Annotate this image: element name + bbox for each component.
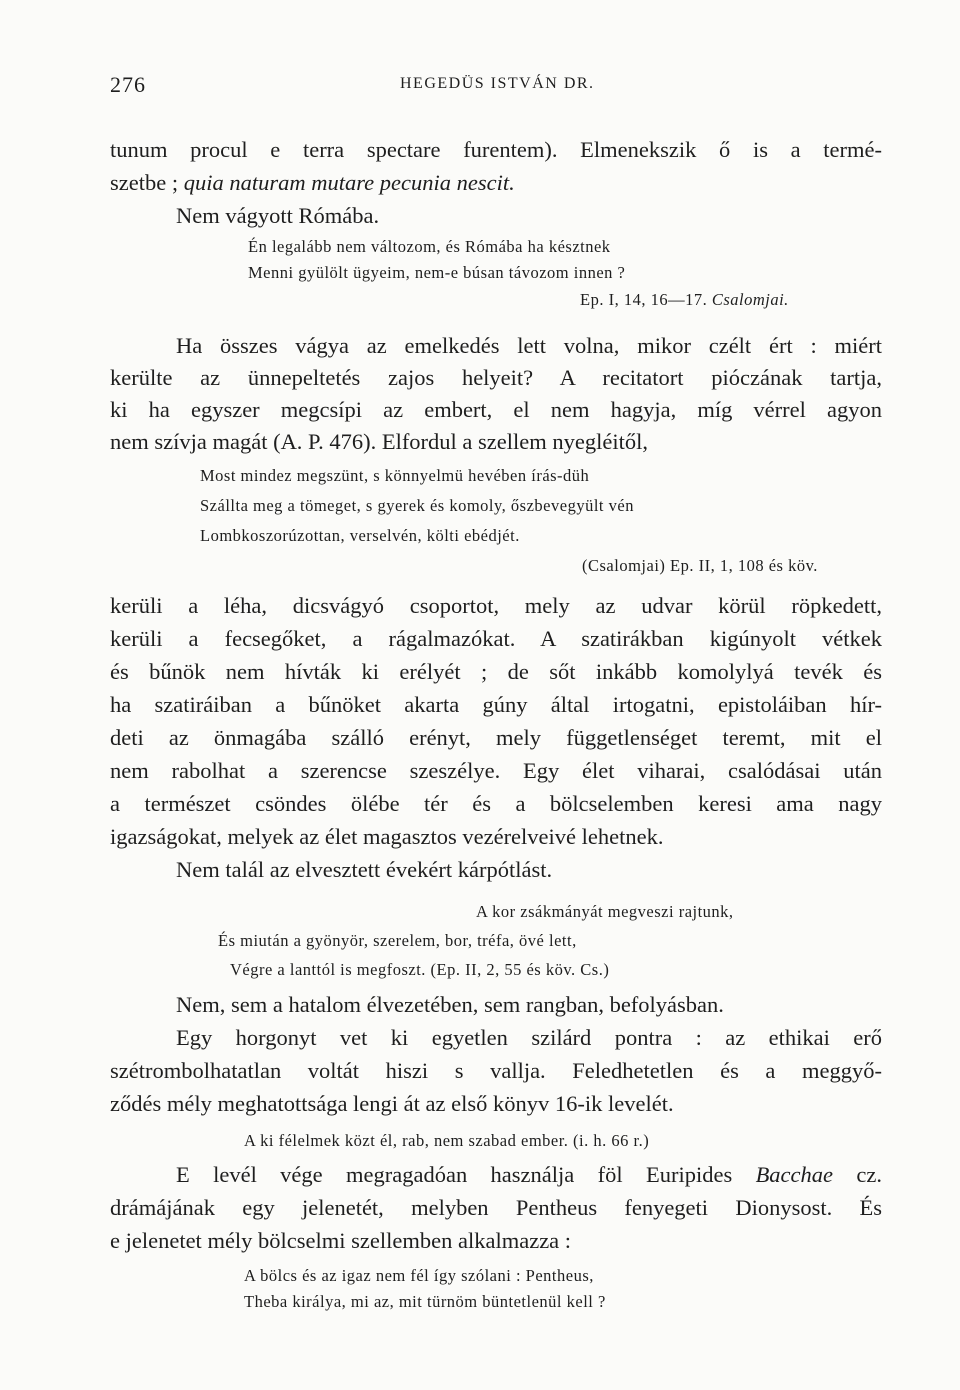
text-line: kerüli a léha, dicsvágyó csoportot, mely az udvar körül röpkedett, — [110, 593, 882, 618]
verse-line: Én legalább nem változom, és Rómába ha késztnek — [248, 237, 611, 256]
text-line: deti az önmagába szálló erényt, mely függetlenséget teremt, mit el — [110, 725, 882, 750]
verse-line: A kor zsákmányát megveszi rajtunk, — [476, 902, 734, 921]
text-line: kerülte az ünnepeltetés zajos helyeit? A recitatort pióczának tartja, — [110, 365, 882, 390]
text-line: nem rabolhat a szerencse szeszélye. Egy élet viharai, csalódásai után — [110, 758, 882, 783]
text-line: nem szívja magát (A. P. 476). Elfordul a szellem nyegléitől, — [110, 429, 648, 454]
text-line: ki ha egyszer megcsípi az embert, el nem hagyja, míg vérrel agyon — [110, 397, 882, 422]
citation: Ep. I, 14, 16—17. Csalomjai. — [580, 290, 789, 309]
text-line: Nem, sem a hatalom élvezetében, sem rangban, befolyásban. — [176, 992, 724, 1017]
text-line: ződés mély meghatottsága lengi át az első könyv 16-ik levelét. — [110, 1091, 674, 1116]
verse-line: Most mindez megszünt, s könnyelmü hevében írás-düh — [200, 466, 590, 485]
text-line: E levél vége megragadóan használja föl Euripides Bacchae cz. — [176, 1162, 882, 1187]
running-head: HEGEDÜS ISTVÁN DR. — [400, 75, 595, 92]
text-line: a természet csöndes ölébe tér és a bölcselemben keresi ama nagy — [110, 791, 882, 816]
text-line: Egy horgonyt vet ki egyetlen szilárd pontra : az ethikai erő — [176, 1025, 882, 1050]
text-line: szetbe ; quia naturam mutare pecunia nescit. — [110, 170, 515, 195]
latin-quote: quia naturam mutare pecunia nescit. — [183, 170, 515, 195]
page-header — [110, 72, 880, 102]
citation: (Csalomjai) Ep. II, 1, 108 és köv. — [582, 556, 818, 575]
page-number: 276 — [110, 72, 146, 97]
text-line: kerüli a fecsegőket, a rágalmazókat. A szatirákban kigúnyolt vétkek — [110, 626, 882, 651]
verse-line: Lombkoszorúzottan, verselvén, költi ebédjét. — [200, 526, 520, 545]
text-line: igazságokat, melyek az élet magasztos vezérelveivé lehetnek. — [110, 824, 664, 849]
verse-line: És miután a gyönyör, szerelem, bor, tréfa, övé lett, — [218, 931, 577, 950]
text-line: és bűnök nem hívták ki erélyét ; de sőt inkább komolylyá tevék és — [110, 659, 882, 684]
text-line: Nem talál az elvesztett évekért kárpótlást. — [176, 857, 553, 882]
verse-line: Végre a lanttól is megfoszt. (Ep. II, 2, 55 és köv. Cs.) — [230, 960, 610, 979]
verse-line: A ki félelmek közt él, rab, nem szabad ember. (i. h. 66 r.) — [244, 1131, 650, 1150]
text-line: Ha összes vágya az emelkedés lett volna, mikor czélt ért : miért — [176, 333, 882, 358]
work-title: Bacchae — [755, 1162, 834, 1187]
text-line: drámájának egy jelenetét, melyben Pentheus fenyegeti Dionysost. És — [110, 1195, 882, 1220]
verse-line: Theba királya, mi az, mit türnöm büntetlenül kell ? — [244, 1292, 606, 1311]
text-line: ha szatiráiban a bűnöket akarta gúny által irtogatni, epistoláiban hír- — [110, 692, 882, 717]
text-line: tunum procul e terra spectare furentem). Elmenekszik ő is a termé- — [110, 137, 882, 162]
verse-line: Szállta meg a tömeget, s gyerek és komoly, őszbevegyült vén — [200, 496, 634, 515]
text-line: Nem vágyott Rómába. — [176, 203, 380, 228]
text-line: szétrombolhatatlan voltát hiszi s vallja. Feledhetetlen és a meggyő- — [110, 1058, 882, 1083]
text-line: e jelenetet mély bölcselmi szellemben alkalmazza : — [110, 1228, 572, 1253]
verse-line: Menni gyülölt ügyeim, nem-e búsan távozom innen ? — [248, 263, 626, 282]
verse-line: A bölcs és az igaz nem fél így szólani : Pentheus, — [244, 1266, 594, 1285]
